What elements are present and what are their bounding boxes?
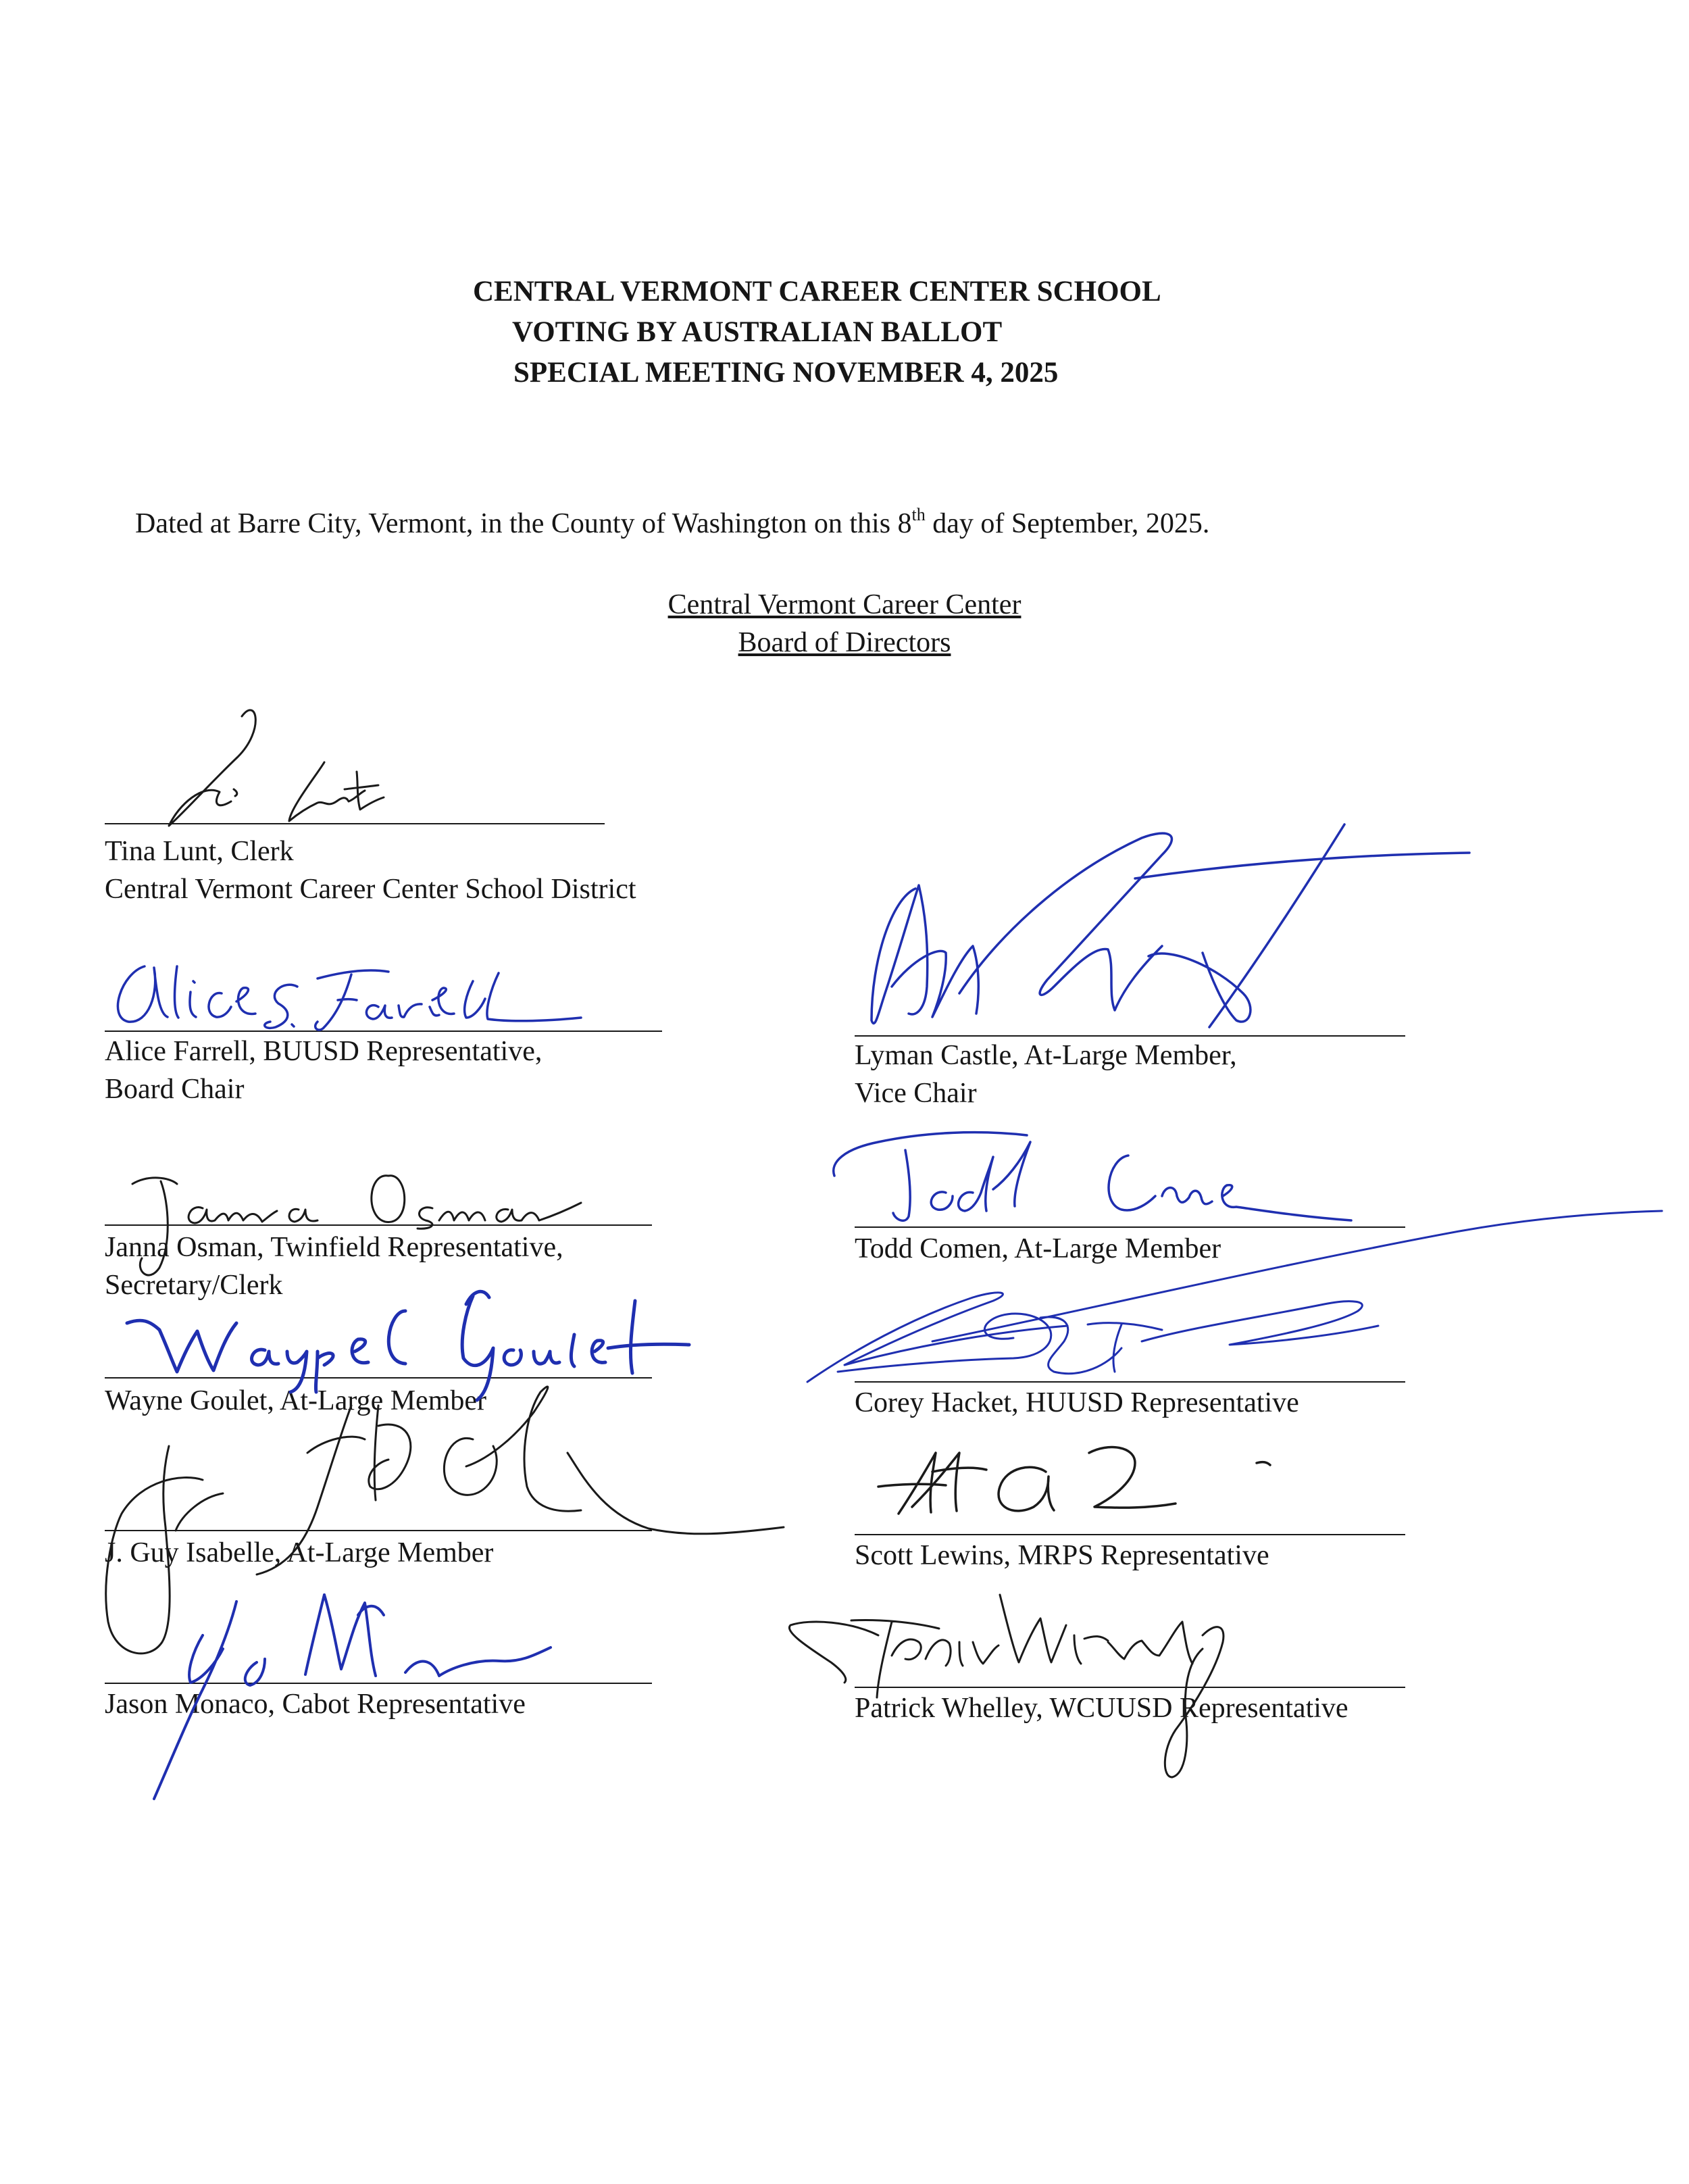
signatory-lewins-name: Scott Lewins, MRPS Representative bbox=[855, 1540, 1269, 1571]
signature-isabelle bbox=[106, 1387, 784, 1654]
board-title-line-1: Central Vermont Career Center bbox=[667, 589, 1022, 620]
heading-line-3: SPECIAL MEETING NOVEMBER 4, 2025 bbox=[513, 357, 1059, 389]
signature-lunt bbox=[169, 710, 384, 826]
signature-line-farrell bbox=[105, 1031, 662, 1032]
signatory-lunt-title: Central Vermont Career Center School District bbox=[105, 874, 636, 905]
dated-ordinal: th bbox=[911, 505, 926, 524]
signatory-hacket-name: Corey Hacket, HUUSD Representative bbox=[855, 1387, 1299, 1418]
signatory-lewins bbox=[855, 1537, 1269, 1574]
signatory-castle-name: Lyman Castle, At-Large Member, bbox=[855, 1040, 1237, 1071]
signatory-monaco-name: Jason Monaco, Cabot Representative bbox=[105, 1689, 526, 1720]
signatory-lunt bbox=[105, 833, 636, 908]
signature-line-comen bbox=[855, 1226, 1405, 1228]
signature-farrell bbox=[118, 966, 581, 1030]
signature-line-hacket bbox=[855, 1381, 1405, 1383]
signatory-lunt-name: Tina Lunt, Clerk bbox=[105, 836, 294, 867]
dated-prefix: Dated at Barre City, Vermont, in the County of Washington on this 8 bbox=[135, 508, 912, 539]
signatory-osman-title: Secretary/Clerk bbox=[105, 1270, 283, 1301]
signature-line-goulet bbox=[105, 1377, 652, 1379]
signatory-hacket bbox=[855, 1384, 1299, 1422]
signature-line-lunt bbox=[105, 823, 605, 824]
heading-line-1: CENTRAL VERMONT CAREER CENTER SCHOOL bbox=[473, 276, 1161, 307]
signatory-farrell-name: Alice Farrell, BUUSD Representative, bbox=[105, 1036, 543, 1067]
signatory-farrell bbox=[105, 1033, 542, 1108]
signatory-comen-name: Todd Comen, At-Large Member bbox=[855, 1233, 1221, 1264]
signature-comen bbox=[834, 1133, 1351, 1221]
signatory-osman-name: Janna Osman, Twinfield Representative, bbox=[105, 1232, 563, 1263]
signature-lewins bbox=[878, 1447, 1270, 1514]
signatory-monaco bbox=[105, 1685, 526, 1723]
signatory-castle bbox=[855, 1037, 1237, 1112]
signature-line-monaco bbox=[105, 1683, 652, 1684]
signature-whelley bbox=[789, 1595, 1224, 1777]
signatory-osman bbox=[105, 1228, 563, 1304]
signature-line-lewins bbox=[855, 1534, 1405, 1535]
signature-line-isabelle bbox=[105, 1530, 652, 1531]
signatory-whelley-name: Patrick Whelley, WCUUSD Representative bbox=[855, 1693, 1348, 1724]
signature-line-whelley bbox=[855, 1687, 1405, 1688]
signatory-castle-title: Vice Chair bbox=[855, 1078, 977, 1109]
signatory-whelley bbox=[855, 1689, 1348, 1727]
signatory-isabelle-name: J. Guy Isabelle, At-Large Member bbox=[105, 1537, 494, 1568]
signature-castle bbox=[872, 824, 1469, 1027]
dated-statement bbox=[135, 505, 1210, 539]
signatory-comen bbox=[855, 1230, 1221, 1268]
signatory-goulet bbox=[105, 1382, 486, 1420]
signatory-isabelle bbox=[105, 1534, 493, 1572]
signature-line-osman bbox=[105, 1224, 652, 1226]
signatory-goulet-name: Wayne Goulet, At-Large Member bbox=[105, 1385, 486, 1416]
signatory-farrell-title: Board Chair bbox=[105, 1074, 245, 1105]
heading-line-2: VOTING BY AUSTRALIAN BALLOT bbox=[512, 316, 1003, 348]
dated-suffix: day of September, 2025. bbox=[925, 508, 1210, 539]
board-title-line-2: Board of Directors bbox=[738, 627, 951, 658]
